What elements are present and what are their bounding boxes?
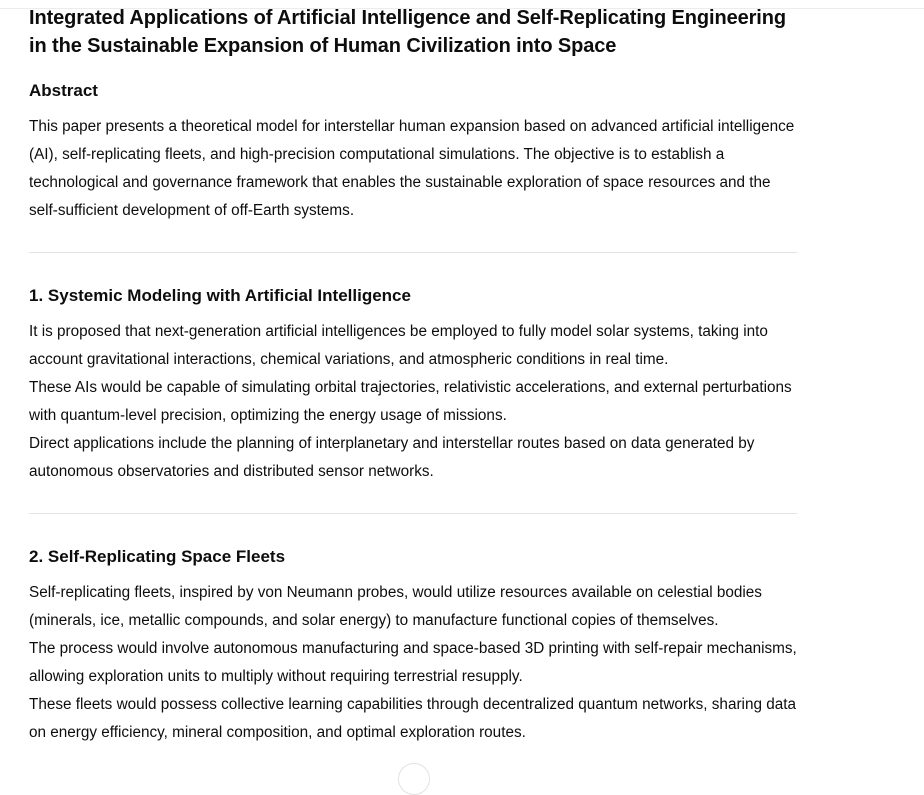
section-paragraph: Self-replicating fleets, inspired by von Neumann probes, would utilize resources available on celestial bodies (minerals, ice, metallic compounds, and solar energy) to manufacture functional copies of themselves. [29, 584, 762, 629]
section-paragraph: These fleets would possess collective learning capabilities through decentralized quantum networks, sharing data on energy efficiency, mineral composition, and optimal exploration routes. [29, 696, 796, 741]
section-paragraph: These AIs would be capable of simulating orbital trajectories, relativistic accelerations, and external perturbations with quantum-level precision, optimizing the energy usage of missions. [29, 379, 792, 424]
abstract-heading: Abstract [29, 81, 98, 100]
section-systemic-modeling [29, 284, 799, 486]
document-body [29, 0, 799, 747]
abstract-text: This paper presents a theoretical model for interstellar human expansion based on advanced artificial intelligence (AI), self-replicating fleets, and high-precision computational simulations. The objective is to establish a technological and governance framework that enables the sustainable exploration of space resources and the self-sufficient development of off-Earth systems. [29, 118, 795, 219]
section-self-replicating-fleets [29, 545, 799, 747]
scroll-down-button[interactable] [398, 763, 430, 795]
section-heading: 1. Systemic Modeling with Artificial Intelligence [29, 286, 411, 305]
section-paragraph: The process would involve autonomous manufacturing and space-based 3D printing with self-repair mechanisms, allowing exploration units to multiply without requiring terrestrial resupply. [29, 640, 797, 685]
section-paragraph: It is proposed that next-generation artificial intelligences be employed to fully model solar systems, taking into account gravitational interactions, chemical variations, and atmospheric conditions in real time. [29, 323, 768, 368]
section-paragraph: Direct applications include the planning of interplanetary and interstellar routes based on data generated by autonomous observatories and distributed sensor networks. [29, 435, 755, 480]
document-title: Integrated Applications of Artificial Intelligence and Self-Replicating Engineering in the Sustainable Expansion of Human Civilization into Space [29, 7, 786, 57]
section-divider [29, 252, 797, 253]
section-divider [29, 513, 797, 514]
section-heading: 2. Self-Replicating Space Fleets [29, 547, 286, 566]
